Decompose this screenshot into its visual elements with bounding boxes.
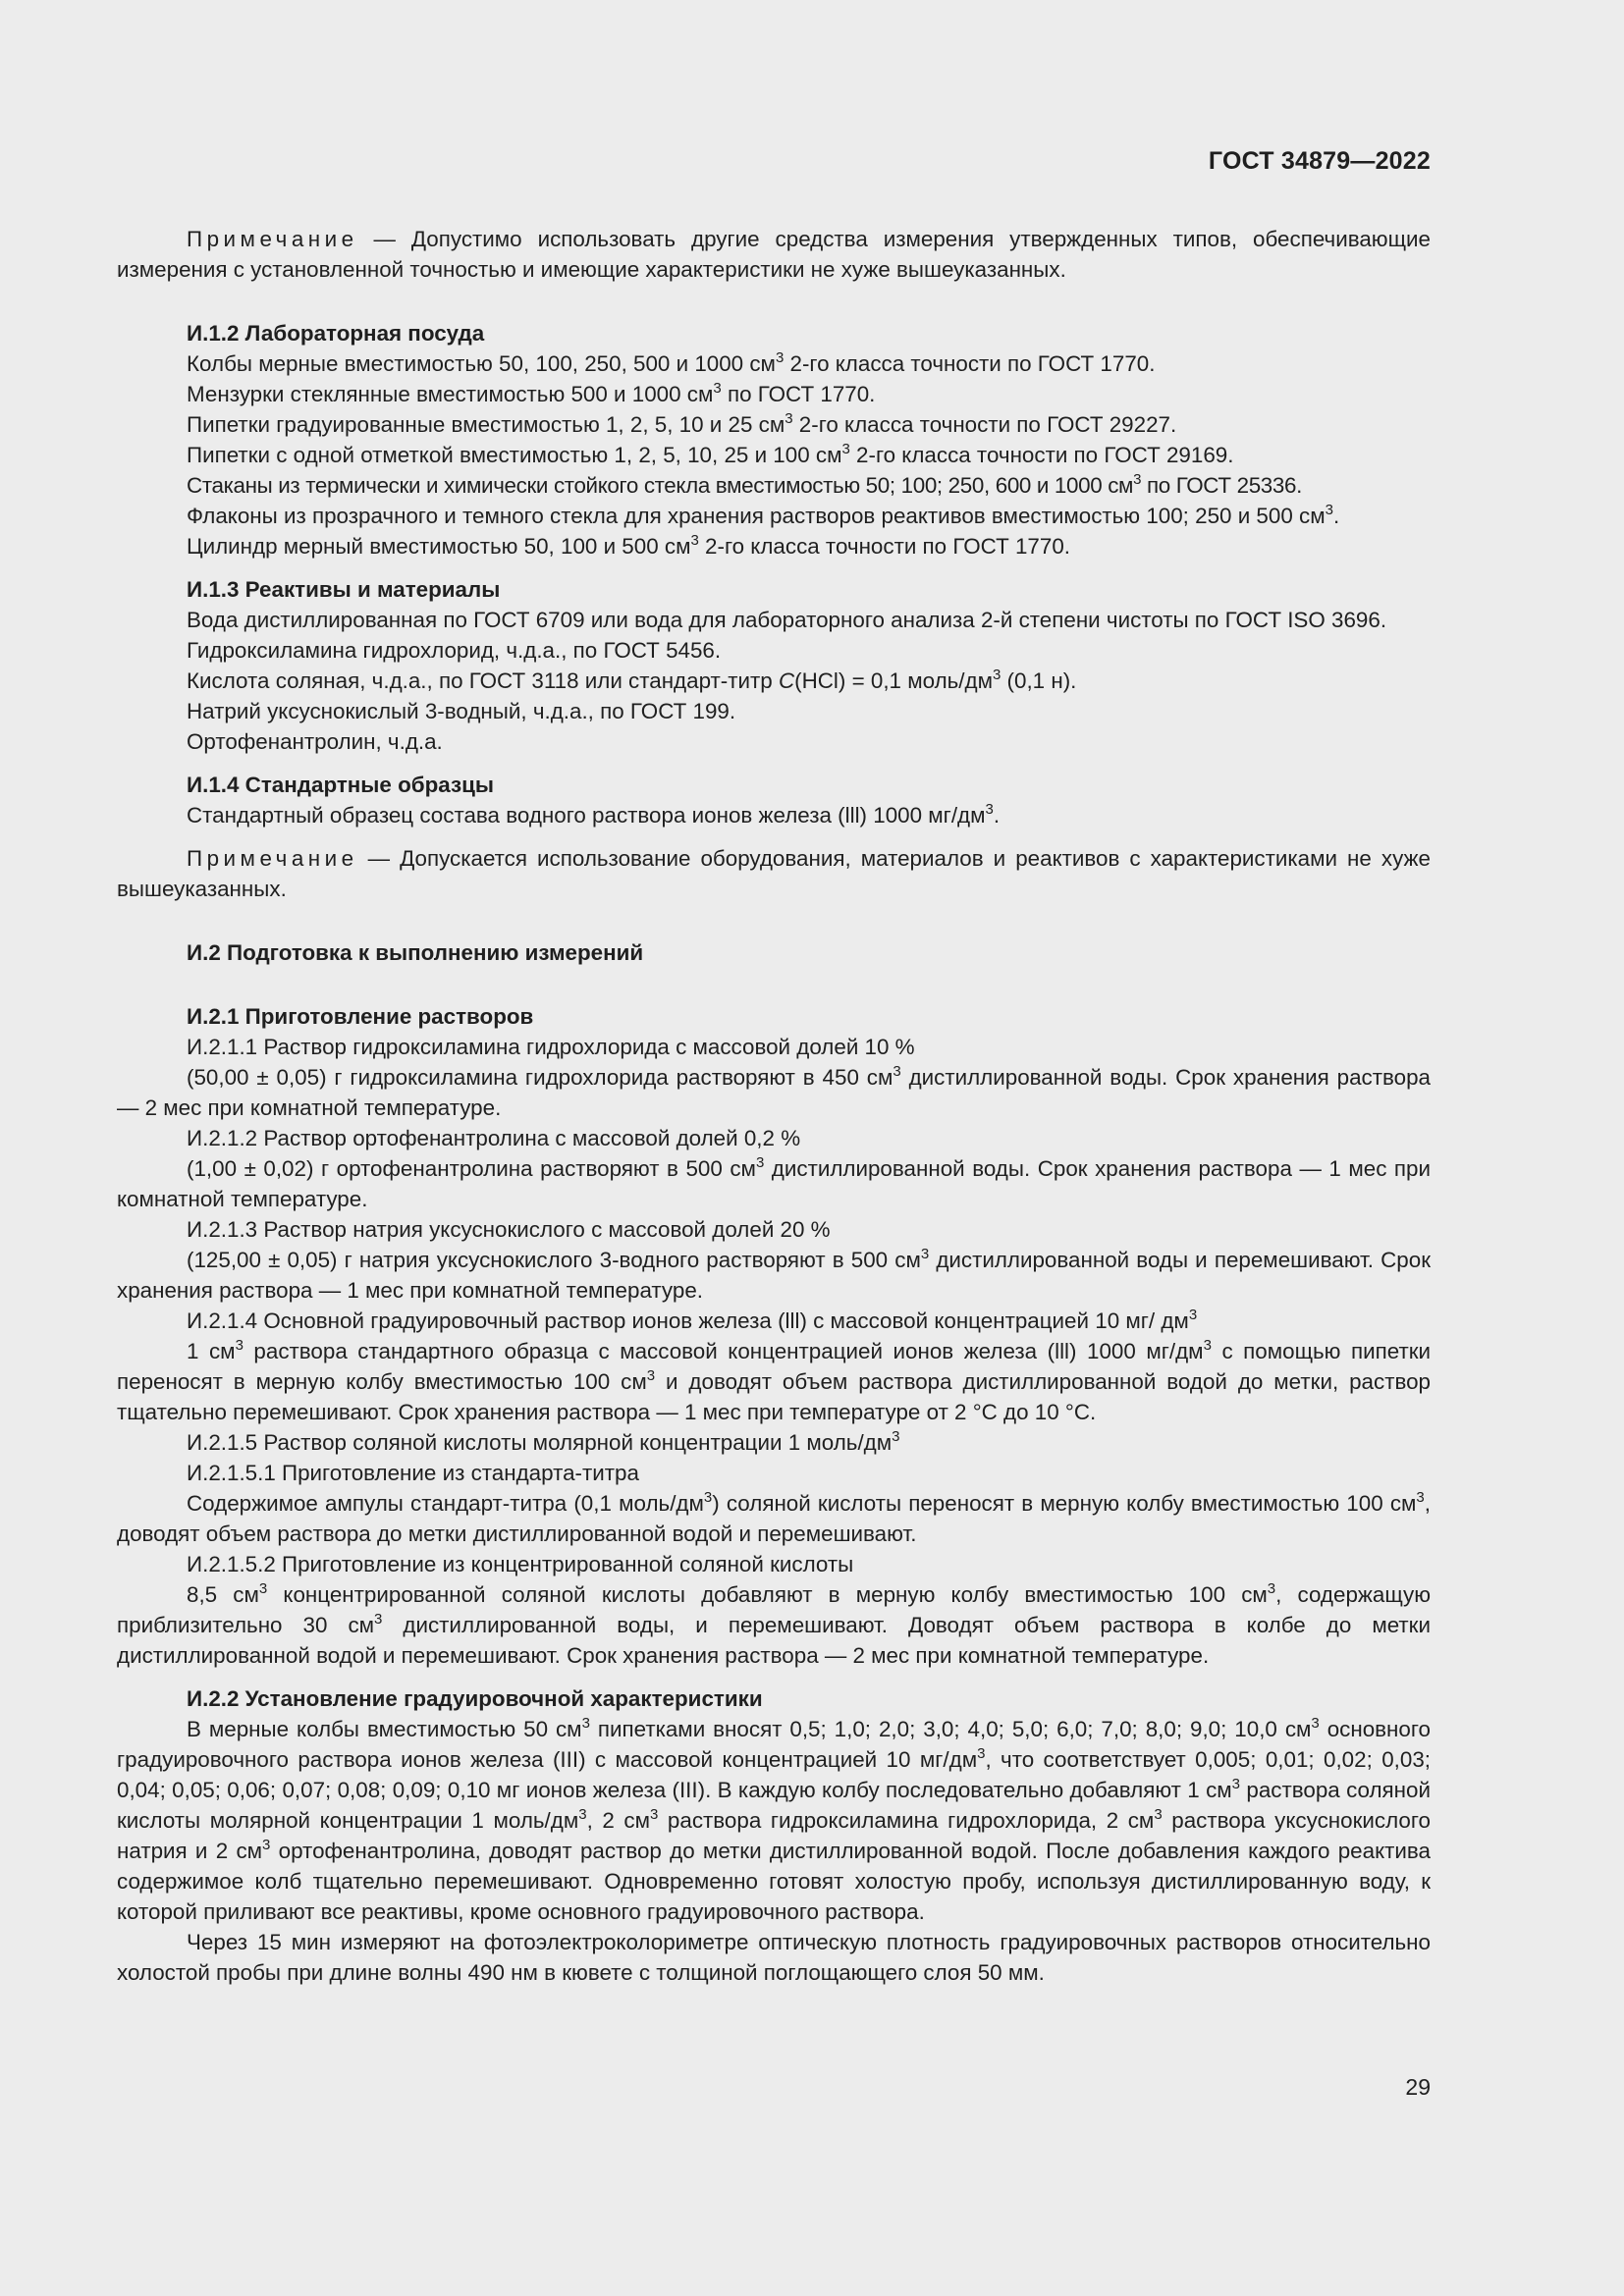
equipment-line: Стаканы из термически и химически стойкого стекла вместимостью 50; 100; 250, 600 и 1000 $см^3$ по ГОСТ 25336.: [187, 471, 1302, 498]
equipment-line: Флаконы из прозрачного и темного стекла для хранения растворов реактивов вместимостью 100; 250 и 500 $см^3$.: [187, 502, 1340, 528]
section-heading-i-1-2: И.1.2 Лабораторная посуда: [187, 321, 485, 346]
document-header: ГОСТ 34879—2022: [1208, 147, 1431, 175]
reagent-line: Кислота соляная, ч.д.а., по ГОСТ 3118 или стандарт-титр C(HCl) = 0,1 моль/$дм^3$ (0,1 н).: [187, 667, 1077, 693]
subsection-title: И.2.1.2 Раствор ортофенантролина с массовой долей 0,2 %: [187, 1126, 801, 1150]
procedure-paragraph: (1,00 ± 0,02) г ортофенантролина растворяют в 500 $см^3$ дистиллированной воды. Срок хранения раствора — 1 мес при комнатной температуре.: [117, 1154, 1432, 1211]
section-heading-i-2-1: И.2.1 Приготовление растворов: [187, 1004, 534, 1029]
procedure-paragraph: В мерные колбы вместимостью 50 $см^3$ пипетками вносят 0,5; 1,0; 2,0; 3,0; 4,0; 5,0; 6,0; 7,0; 8,0; 9,0; 10,0 $см^3$ основного градуировочного раствора ионов железа (III) с массовой концентрацией 10 $мг/дм^3$, что соответствует 0,005; 0,01; 0,02; 0,03; 0,04; 0,05; 0,06; 0,07; 0,08; 0,09; 0,10 мг ионов железа (III). В каждую колбу последовательно добавляют 1 $см^3$ раствора соляной кислоты молярной концентрации 1 моль/$дм^3$, 2 $см^3$ раствора гидроксиламина гидрохлорида, 2 $см^3$ раствора уксуснокислого натрия и 2 $см^3$ ортофенантролина, доводят раствор до метки дистиллированной водой. После добавления каждого реактива содержимое колб тщательно перемешивают. Одновременно готовят холостую пробу, используя дистиллированную воду, к которой приливают все реактивы, кроме основного градуировочного раствора.: [117, 1715, 1431, 1924]
note-label: Примечание: [187, 227, 358, 251]
procedure-paragraph: (125,00 ± 0,05) г натрия уксуснокислого 3-водного растворяют в 500 $см^3$ дистиллированной воды и перемешивают. Срок хранения раствора — 1 мес при комнатной температуре.: [117, 1246, 1431, 1303]
subsection-title: И.2.1.3 Раствор натрия уксуснокислого с массовой долей 20 %: [187, 1217, 831, 1242]
reagent-line: Вода дистиллированная по ГОСТ 6709 или вода для лабораторного анализа 2-й степени чистоты по ГОСТ ISO 3696.: [187, 608, 1387, 632]
section-heading-i-1-4: И.1.4 Стандартные образцы: [187, 773, 495, 797]
subsection-title: И.2.1.5 Раствор соляной кислоты молярной концентрации 1 моль/$дм^3$: [187, 1428, 900, 1455]
page-number: 29: [1405, 2074, 1431, 2100]
note-paragraph: Примечание — Допустимо использовать другие средства измерения утвержденных типов, обеспечивающие измерения с установленной точностью и имеющие характеристики не хуже вышеуказанных.: [117, 227, 1431, 282]
procedure-paragraph: 1 $см^3$ раствора стандартного образца с массовой концентрацией ионов железа (lll) 1000 $мг/дм^3$ с помощью пипетки переносят в мерную колбу вместимостью 100 $см^3$ и доводят объем раствора дистиллированной водой до метки, раствор тщательно перемешивают. Срок хранения раствора — 1 мес при температуре от 2 °С до 10 °С.: [117, 1337, 1431, 1424]
reagent-line: Гидроксиламина гидрохлорид, ч.д.а., по ГОСТ 5456.: [187, 638, 722, 663]
section-heading-i-2: И.2 Подготовка к выполнению измерений: [187, 940, 644, 965]
equipment-line: Колбы мерные вместимостью 50, 100, 250, 500 и 1000 $см^3$ 2-го класса точности по ГОСТ 1770.: [187, 349, 1156, 376]
section-heading-i-1-3: И.1.3 Реактивы и материалы: [187, 577, 501, 602]
subsection-title: И.2.1.4 Основной градуировочный раствор ионов железа (lll) с массовой концентрацией 10 мг/ $дм^3$: [187, 1307, 1198, 1333]
note-label: Примечание: [187, 846, 358, 871]
procedure-paragraph: (50,00 ± 0,05) г гидроксиламина гидрохлорида растворяют в 450 $см^3$ дистиллированной воды. Срок хранения раствора — 2 мес при комнатной температуре.: [117, 1063, 1432, 1120]
document-body: [117, 224, 1431, 1988]
equipment-line: Цилиндр мерный вместимостью 50, 100 и 500 $см^3$ 2-го класса точности по ГОСТ 1770.: [187, 532, 1070, 559]
reagent-line: Ортофенантролин, ч.д.а.: [187, 729, 443, 754]
section-heading-i-2-2: И.2.2 Установление градуировочной характеристики: [187, 1686, 763, 1711]
note-paragraph: Примечание — Допускается использование оборудования, материалов и реактивов с характеристиками не хуже вышеуказанных.: [117, 846, 1431, 901]
equipment-line: Пипетки с одной отметкой вместимостью 1, 2, 5, 10, 25 и 100 $см^3$ 2-го класса точности по ГОСТ 29169.: [187, 441, 1234, 467]
reagent-line: Натрий уксуснокислый 3-водный, ч.д.а., по ГОСТ 199.: [187, 699, 736, 723]
procedure-paragraph: 8,5 $см^3$ концентрированной соляной кислоты добавляют в мерную колбу вместимостью 100 $см^3$, содержащую приблизительно 30 $см^3$ дистиллированной воды, и перемешивают. Доводят объем раствора в колбе до метки дистиллированной водой и перемешивают. Срок хранения раствора — 2 мес при комнатной температуре.: [117, 1580, 1431, 1668]
equipment-line: Пипетки градуированные вместимостью 1, 2, 5, 10 и 25 $см^3$ 2-го класса точности по ГОСТ 29227.: [187, 410, 1177, 437]
equipment-line: Мензурки стеклянные вместимостью 500 и 1000 $см^3$ по ГОСТ 1770.: [187, 380, 876, 406]
standard-sample-line: Стандартный образец состава водного раствора ионов железа (lll) 1000 $мг/дм^3$.: [187, 801, 1001, 828]
procedure-paragraph: Содержимое ампулы стандарт-титра (0,1 моль/$дм^3$) соляной кислоты переносят в мерную колбу вместимостью 100 $см^3$, доводят объем раствора до метки дистиллированной водой и перемешивают.: [117, 1489, 1431, 1546]
subsection-title: И.2.1.1 Раствор гидроксиламина гидрохлорида с массовой долей 10 %: [187, 1035, 915, 1059]
procedure-paragraph: Через 15 мин измеряют на фотоэлектроколориметре оптическую плотность градуировочных растворов относительно холостой пробы при длине волны 490 нм в кювете с толщиной поглощающего слоя 50 мм.: [117, 1930, 1431, 1985]
subsection-title: И.2.1.5.2 Приготовление из концентрированной соляной кислоты: [187, 1552, 854, 1576]
subsection-title: И.2.1.5.1 Приготовление из стандарта-титра: [187, 1461, 639, 1485]
